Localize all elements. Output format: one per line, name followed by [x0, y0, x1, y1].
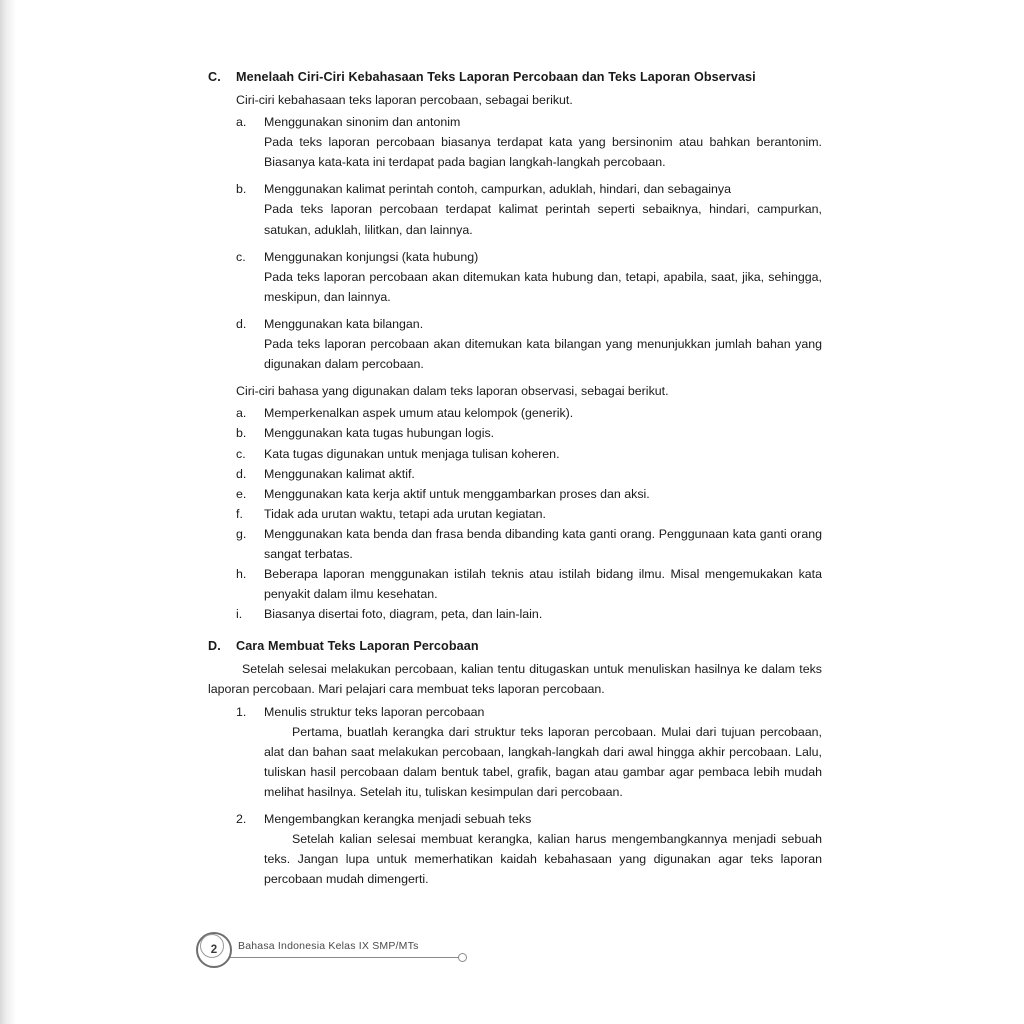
list-marker: b.: [236, 426, 247, 441]
list-text: [264, 809, 822, 889]
list-text: [264, 314, 822, 374]
list-marker: d.: [236, 316, 247, 331]
footer-rule: [226, 957, 462, 958]
section-title-c: Menelaah Ciri-Ciri Kebahasaan Teks Laporan Percobaan dan Teks Laporan Observasi: [236, 70, 756, 84]
page-edge-shadow: [0, 0, 16, 1024]
list-item-title: Menggunakan kalimat perintah contoh, campurkan, aduklah, hindari, dan sebagainya: [264, 182, 732, 197]
list-marker: a.: [236, 115, 247, 130]
list-marker: 2.: [236, 812, 247, 826]
list-item: [236, 809, 822, 889]
list-item: [236, 314, 822, 374]
page-number: 2: [210, 944, 218, 956]
list-item-detail: Pada teks laporan percobaan akan ditemukan kata bilangan yang menunjukkan jumlah bahan yang digunakan dalam percobaan.: [264, 337, 822, 372]
list-text: [264, 112, 822, 172]
list-marker: e.: [236, 486, 247, 501]
list-item: [236, 112, 822, 172]
list-item: [236, 524, 822, 564]
list-text: Menggunakan kata tugas hubungan logis.: [264, 426, 495, 441]
list-marker: g.: [236, 526, 247, 541]
list-item-detail: Pada teks laporan percobaan biasanya terdapat kata yang bersinonim atau bahkan berantonim. Biasanya kata-kata ini terdapat pada bagian langkah-langkah percobaan.: [264, 135, 822, 170]
list-item-title: Mengembangkan kerangka menjadi sebuah teks: [264, 812, 532, 826]
list-item: [236, 403, 822, 423]
list-marker: b.: [236, 182, 247, 197]
list-item-title: Menggunakan sinonim dan antonim: [264, 115, 461, 130]
list-text: Memperkenalkan aspek umum atau kelompok (generik).: [264, 406, 574, 421]
list-text: [264, 702, 822, 802]
list-text: Menggunakan kata benda dan frasa benda dibanding kata ganti orang. Penggunaan kata ganti orang sangat terbatas.: [264, 526, 822, 561]
section-d-intro: Setelah selesai melakukan percobaan, kalian tentu ditugaskan untuk menuliskan hasilnya ke dalam teks laporan percobaan. Mari pelajari cara membuat teks laporan percobaan.: [208, 662, 822, 697]
footer-end-dot: [458, 953, 467, 962]
list-text: [264, 247, 822, 307]
list-marker: i.: [236, 607, 243, 622]
list-marker: c.: [236, 249, 246, 264]
list-item-detail: Pertama, buatlah kerangka dari struktur teks laporan percobaan. Mulai dari tujuan percobaan, alat dan bahan saat melakukan percobaan, langkah-langkah dari awal hingga akhir percobaan. Lalu, tuliskan hasil percobaan dalam bentuk tabel, grafik, bagan atau gambar agar pembaca lebih mudah melihat hasilnya. Setelah itu, tuliskan kesimpulan dari percobaan.: [264, 724, 822, 799]
list-item: [236, 564, 822, 604]
list-marker: 1.: [236, 704, 247, 719]
section-heading-c: [208, 70, 822, 84]
list-marker: h.: [236, 567, 247, 582]
list-marker: c.: [236, 446, 246, 461]
list-item: [236, 702, 822, 802]
list-item: [236, 504, 822, 524]
list-marker: d.: [236, 466, 247, 481]
footer-label: Bahasa Indonesia Kelas IX SMP/MTs: [238, 940, 419, 952]
list-item-title: Menulis struktur teks laporan percobaan: [264, 704, 485, 719]
list-text: Menggunakan kata kerja aktif untuk menggambarkan proses dan aksi.: [264, 486, 650, 501]
section-c-intro: Ciri-ciri kebahasaan teks laporan percobaan, sebagai berikut.: [236, 93, 573, 107]
list-item: [236, 247, 822, 307]
section-letter-c: C.: [208, 70, 221, 84]
list-text: Kata tugas digunakan untuk menjaga tulisan koheren.: [264, 446, 560, 461]
list-item-title: Menggunakan kata bilangan.: [264, 316, 424, 331]
page-footer: [196, 930, 496, 976]
section-letter-d: D.: [208, 639, 221, 654]
section-heading-d: [208, 639, 822, 653]
list-text: Biasanya disertai foto, diagram, peta, dan lain-lain.: [264, 607, 543, 622]
list-item-title: Menggunakan konjungsi (kata hubung): [264, 249, 479, 264]
section-c-intro-2: Ciri-ciri bahasa yang digunakan dalam teks laporan observasi, sebagai berikut.: [236, 384, 669, 399]
list-text: Tidak ada urutan waktu, tetapi ada urutan kegiatan.: [264, 506, 546, 521]
list-item: [236, 484, 822, 504]
list-item-detail: Pada teks laporan percobaan terdapat kalimat perintah seperti sebaiknya, hindari, campurkan, satukan, aduklah, lilitkan, dan lainnya.: [264, 202, 822, 237]
list-text: [264, 179, 822, 239]
list-item: [236, 179, 822, 239]
list-item-detail: Setelah kalian selesai membuat kerangka, kalian harus mengembangkannya menjadi sebuah teks. Jangan lupa untuk memerhatikan kaidah kebahasaan yang digunakan agar teks laporan percobaan mudah dimengerti.: [264, 832, 822, 887]
list-item: [236, 444, 822, 464]
section-title-d: Cara Membuat Teks Laporan Percobaan: [236, 639, 479, 654]
list-marker: f.: [236, 506, 243, 521]
list-text: Menggunakan kalimat aktif.: [264, 466, 415, 481]
list-text: Beberapa laporan menggunakan istilah teknis atau istilah bidang ilmu. Misal mengemukakan kata penyakit dalam ilmu kesehatan.: [264, 567, 822, 602]
list-item: [236, 604, 822, 624]
list-item: [236, 423, 822, 443]
list-item: [236, 464, 822, 484]
list-item-detail: Pada teks laporan percobaan akan ditemukan kata hubung dan, tetapi, apabila, saat, jika, sehingga, meskipun, dan lainnya.: [264, 269, 822, 304]
page-content: [208, 70, 822, 889]
list-marker: a.: [236, 406, 247, 421]
